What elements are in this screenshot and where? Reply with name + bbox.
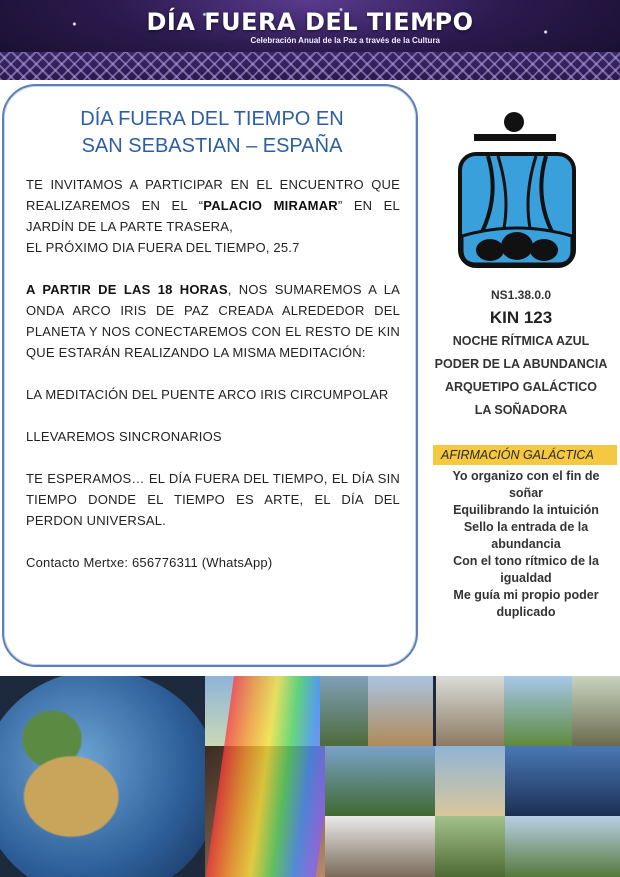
collage-photo xyxy=(505,816,620,877)
event-title-line1: DÍA FUERA DEL TIEMPO EN xyxy=(80,108,344,130)
affirmation-line: Con el tono rítmico de la igualdad xyxy=(453,554,599,585)
event-description xyxy=(26,174,400,594)
collage-photo xyxy=(325,746,435,816)
start-time: A PARTIR DE LAS 18 HORAS xyxy=(26,282,228,297)
banner-pattern xyxy=(0,52,620,80)
collage-photo xyxy=(436,676,504,746)
banner-title: DÍA FUERA DEL TIEMPO xyxy=(146,8,474,36)
photo-collage xyxy=(0,676,620,877)
affirmation-text xyxy=(438,468,614,621)
event-title xyxy=(4,106,420,160)
contact-line: Contacto Mertxe: 656776311 (WhatsApp) xyxy=(26,555,273,570)
banner-subtitle: Celebración Anual de la Paz a través de la Cultura xyxy=(250,36,440,45)
schedule-paragraph xyxy=(26,279,400,363)
collage-photo xyxy=(435,746,505,816)
ns-code: NS1.38.0.0 xyxy=(490,288,552,302)
venue-name: PALACIO MIRAMAR xyxy=(203,198,338,213)
collage-photo xyxy=(505,746,620,816)
invitation-text-a: TE INVITAMOS A PARTICIPAR EN EL ENCUENTRO QUE REALIZAREMOS EN EL “ xyxy=(26,177,400,213)
event-card xyxy=(2,84,418,667)
kin-archetype-label: ARQUETIPO GALÁCTICO xyxy=(444,380,598,394)
collage-photo xyxy=(572,676,620,746)
affirmation-line: Sello la entrada de la abundancia xyxy=(463,520,589,551)
event-title-line2: SAN SEBASTIAN – ESPAÑA xyxy=(81,135,343,157)
meditation-paragraph: LA MEDITACIÓN DEL PUENTE ARCO IRIS CIRCUMPOLAR xyxy=(26,387,389,402)
affirmation-line: Yo organizo con el fin de soñar xyxy=(452,469,600,500)
collage-photo xyxy=(325,816,435,877)
invitation-paragraph xyxy=(26,174,400,237)
collage-photo xyxy=(504,676,572,746)
kin-power: PODER DE LA ABUNDANCIA xyxy=(434,357,608,371)
closing-paragraph: TE ESPERAMOS… EL DÍA FUERA DEL TIEMPO, EL DÍA SIN TIEMPO DONDE EL TIEMPO ES ARTE, EL DÍA DEL PERDON UNIVERSAL. xyxy=(26,471,400,528)
kin-archetype: LA SOÑADORA xyxy=(474,403,568,417)
affirmation-heading: AFIRMACIÓN GALÁCTICA xyxy=(433,445,617,465)
schedule-text: , NOS SUMAREMOS A LA ONDA ARCO IRIS DE PAZ CREADA ALREDEDOR DEL PLANETA Y NOS CONECTAREMOS CON EL RESTO DE KIN QUE ESTARÁN REALIZANDO LA MISMA MEDITACIÓN: xyxy=(26,282,400,360)
kin-tone: NOCHE RÍTMICA AZUL xyxy=(452,334,590,348)
bring-paragraph: LLEVAREMOS SINCRONARIOS xyxy=(26,429,222,444)
affirmation-line: Equilibrando la intuición xyxy=(453,503,599,517)
earth-globe-image xyxy=(0,676,220,877)
date-paragraph: EL PRÓXIMO DIA FUERA DEL TIEMPO, 25.7 xyxy=(26,240,300,255)
kin-number: KIN 123 xyxy=(489,308,553,327)
collage-photo xyxy=(320,676,368,746)
kin-123-glyph-icon xyxy=(458,108,576,268)
invitation-text-b: ” EN EL JARDÍN DE LA PARTE TRASERA, xyxy=(26,198,400,234)
header-banner xyxy=(0,0,620,80)
collage-photo xyxy=(368,676,433,746)
affirmation-line: Me guía mi propio poder duplicado xyxy=(453,588,599,619)
collage-photo xyxy=(435,816,505,877)
